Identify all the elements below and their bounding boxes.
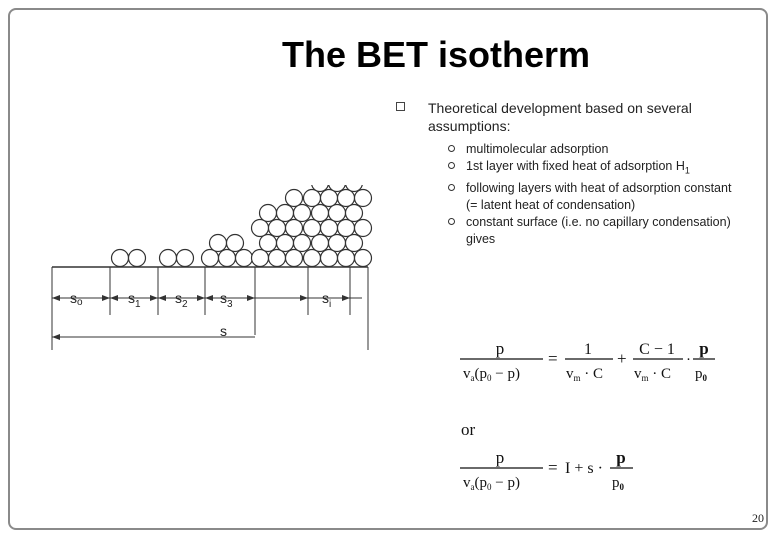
circle-bullet-icon xyxy=(448,162,455,169)
molecule-sphere xyxy=(219,250,236,267)
equals-sign: = xyxy=(548,458,558,477)
sub-bullet-text: following layers with heat of adsorption constant (= latent heat of condensation) xyxy=(466,180,732,212)
sub-bullet xyxy=(446,158,746,180)
dot-operator: · xyxy=(686,352,691,368)
segment-label-si: $s_i$ xyxy=(322,290,332,310)
segment-markers xyxy=(52,267,368,350)
circle-bullet-icon xyxy=(448,145,455,152)
molecule-sphere xyxy=(227,235,244,252)
equals-sign: = xyxy=(548,349,558,368)
segment-label-s0: so xyxy=(70,290,83,308)
segment-label-s2: $s_2$ xyxy=(175,290,188,310)
molecule-sphere xyxy=(129,250,146,267)
molecule-sphere xyxy=(269,250,286,267)
eq1-term2-denominator: $v_m \cdot C$ xyxy=(634,366,672,383)
adsorption-layers-diagram xyxy=(50,185,375,355)
eq1-lhs-numerator: p xyxy=(495,339,505,358)
molecule-sphere xyxy=(321,250,338,267)
molecule-sphere xyxy=(277,205,294,222)
molecule-sphere xyxy=(286,250,303,267)
eq1-term1-numerator: 1 xyxy=(584,341,592,358)
or-text: or xyxy=(461,420,476,439)
sub-bullet-text: constant surface (i.e. no capillary condensation) gives xyxy=(466,214,731,246)
molecule-sphere xyxy=(286,190,303,207)
page-number: 20 xyxy=(752,511,764,525)
sub-bullet-list xyxy=(446,141,746,248)
molecule-sphere xyxy=(338,190,355,207)
slide-title: The BET isotherm xyxy=(282,34,591,75)
molecule-sphere xyxy=(304,220,321,237)
molecule-sphere xyxy=(321,220,338,237)
molecule-sphere xyxy=(355,190,372,207)
eq1-term1-denominator: $v_m \cdot C$ xyxy=(566,366,604,383)
molecule-sphere xyxy=(355,250,372,267)
bet-equation xyxy=(455,330,755,500)
molecule-sphere xyxy=(312,235,329,252)
main-bullet xyxy=(398,99,738,135)
molecule-sphere xyxy=(252,220,269,237)
subscript: 1 xyxy=(684,165,690,176)
square-bullet-icon xyxy=(396,102,405,111)
eq2-term-numerator: p xyxy=(616,448,626,467)
circle-bullet-icon xyxy=(448,184,455,191)
molecule-spheres xyxy=(112,185,372,267)
molecule-sphere xyxy=(294,235,311,252)
molecule-sphere xyxy=(304,250,321,267)
circle-bullet-icon xyxy=(448,218,455,225)
sub-bullet xyxy=(446,141,746,158)
molecule-sphere xyxy=(177,250,194,267)
arrow-heads xyxy=(52,295,350,340)
sub-bullet-text: 1st layer with fixed heat of adsorption H xyxy=(466,159,685,173)
molecule-sphere xyxy=(312,205,329,222)
molecule-sphere xyxy=(329,205,346,222)
molecule-sphere xyxy=(260,205,277,222)
molecule-sphere xyxy=(269,220,286,237)
eq2-term-denominator: $p_0$ xyxy=(612,475,624,492)
molecule-sphere xyxy=(294,205,311,222)
molecule-sphere xyxy=(236,250,253,267)
sub-bullet xyxy=(446,180,746,214)
segment-label-s1: $s_1$ xyxy=(128,290,141,310)
molecule-sphere xyxy=(260,235,277,252)
molecule-sphere xyxy=(346,205,363,222)
eq2-lhs-denominator: $v_a(p_0 - p)$ xyxy=(463,475,520,492)
molecule-sphere xyxy=(338,250,355,267)
molecule-sphere xyxy=(160,250,177,267)
eq1-term2-numerator: C − 1 xyxy=(639,341,675,358)
molecule-sphere xyxy=(321,190,338,207)
molecule-sphere xyxy=(346,235,363,252)
sub-bullet-text: multimolecular adsorption xyxy=(466,142,609,156)
molecule-sphere xyxy=(286,220,303,237)
molecule-sphere xyxy=(252,250,269,267)
eq2-lhs-numerator: p xyxy=(495,448,505,467)
molecule-sphere xyxy=(112,250,129,267)
molecule-sphere xyxy=(304,190,321,207)
molecule-sphere xyxy=(355,220,372,237)
molecule-sphere xyxy=(210,235,227,252)
plus-sign: + xyxy=(617,349,627,368)
molecule-sphere xyxy=(277,235,294,252)
segment-label-s3: $s_3$ xyxy=(220,290,233,310)
eq1-lhs-denominator: $v_a(p_0 - p)$ xyxy=(463,366,520,383)
molecule-sphere xyxy=(329,235,346,252)
molecule-sphere xyxy=(202,250,219,267)
eq1-term3-numerator: p xyxy=(699,339,709,358)
main-bullet-text: Theoretical development based on several assumptions: xyxy=(428,100,692,134)
total-length-label: s xyxy=(220,323,227,339)
molecule-sphere xyxy=(338,220,355,237)
eq2-rhs-text: I + s · xyxy=(565,460,603,477)
sub-bullet xyxy=(446,214,746,248)
eq1-term3-denominator: $p_0$ xyxy=(695,366,707,383)
